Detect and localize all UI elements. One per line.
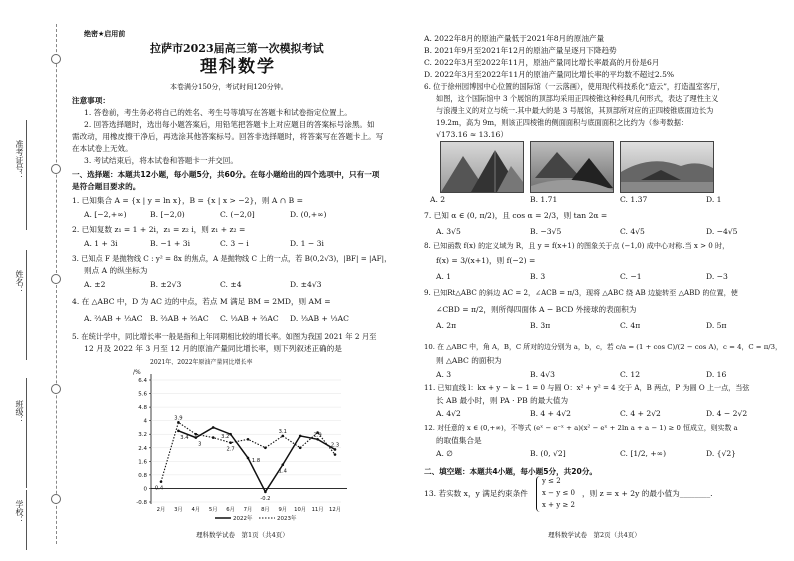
q10-stem-2: 则 △ABC 的面积为 — [436, 356, 502, 365]
q10-opt-a[interactable]: A. 3 — [436, 370, 452, 379]
q12-opt-d[interactable]: D. {√2} — [706, 449, 736, 458]
data-point — [177, 430, 180, 433]
chart-title: 2021年、2022年原油产量同比增长率 — [150, 359, 253, 366]
q7-stem: 7. 已知 α ∈ (0, π/2)，且 cos α = 2/3，则 tan 2α = — [424, 211, 608, 220]
q6-line-4: 19.2m，高为 9m，则该正四棱锥的侧面面积与底面面积之比约为（参考数据： — [436, 118, 689, 127]
q9-opt-a[interactable]: A. 2π — [436, 321, 457, 330]
data-label: 2.7 — [226, 446, 235, 453]
q5-opt-c[interactable]: C. 2022年3月至2022年11月，原油产量同比增长率最高的月份是6月 — [424, 58, 660, 67]
q6-line-2: 如图，这个国际馆中 3 个展馆的顶部均采用正四棱锥这种经典几何形式，表达了理性主义 — [436, 94, 719, 103]
q8-opt-b[interactable]: B. 3 — [530, 272, 546, 281]
data-point — [282, 435, 285, 438]
q5-opt-b[interactable]: B. 2021年9月至2021年12月的原油产量呈逐月下降趋势 — [424, 46, 617, 55]
q6-opt-d[interactable]: D. 1 — [706, 195, 722, 204]
data-point — [334, 453, 337, 456]
data-point — [299, 446, 302, 449]
x-tick-label: 3月 — [174, 507, 183, 513]
data-label: 3.4 — [180, 434, 189, 441]
exam-no-label: 准考证号： — [15, 140, 24, 180]
data-point — [177, 421, 180, 424]
q10-opt-b[interactable]: B. 4√3 — [530, 370, 555, 379]
q4-stem: 4. 在 △ABC 中，D 为 AC 边的中点，若点 M 满足 BM = 2MD，则 AM = — [72, 297, 331, 306]
q4-opt-d[interactable]: D. ⅓AB + ⅓AC — [290, 314, 349, 323]
notice-line-4: 在本试卷上无效。 — [72, 144, 133, 153]
q1-opt-a[interactable]: A. [−2,+∞) — [84, 210, 127, 219]
legend-label-1: 2022年 — [233, 516, 253, 522]
q11-opt-a[interactable]: A. 4√2 — [436, 409, 461, 418]
y-tick-label: 5.6 — [138, 391, 147, 398]
growth-rate-chart — [125, 366, 355, 524]
y-tick-label: 0.8 — [138, 472, 147, 479]
binding-holes — [46, 24, 66, 544]
q9-opt-b[interactable]: B. 3π — [530, 321, 551, 330]
q4-opt-a[interactable]: A. ⅔AB + ⅓AC — [84, 314, 143, 323]
data-label: -0.2 — [260, 495, 271, 502]
q8-stem-2: f(x) = 3/(x+1)，则 f(−2) = — [436, 256, 536, 265]
name-field[interactable] — [26, 250, 27, 360]
footer-left: 理科数学试卷 第1页（共4页） — [196, 531, 289, 539]
school-field[interactable] — [26, 490, 27, 550]
data-label: 2.3 — [330, 442, 340, 449]
q13-brace — [536, 476, 541, 512]
q12-opt-b[interactable]: B. (0, √2] — [530, 449, 566, 458]
class-field[interactable] — [26, 378, 27, 488]
q2-opt-c[interactable]: C. 3 − i — [220, 239, 249, 248]
data-point — [212, 426, 215, 429]
q1-opt-b[interactable]: B. [−2,0) — [150, 210, 185, 219]
data-label: 3.9 — [174, 415, 183, 422]
data-label: 2.9 — [313, 432, 322, 439]
q8-opt-c[interactable]: C. −1 — [620, 272, 642, 281]
q1-opt-d[interactable]: D. (0,+∞) — [290, 210, 327, 219]
section1-line-2: 是符合题目要求的。 — [72, 182, 141, 191]
q12-opt-c[interactable]: C. [1/2, +∞) — [620, 449, 667, 458]
q6-opt-b[interactable]: B. 1.71 — [530, 195, 558, 204]
q13-pre: 13. 若实数 x，y 满足约束条件 — [424, 489, 528, 498]
data-point — [195, 433, 198, 436]
q2-opt-b[interactable]: B. −1 + 3i — [150, 239, 191, 248]
y-tick-label: 0 — [143, 486, 147, 493]
q3-opt-d[interactable]: D. ±4√3 — [290, 280, 322, 289]
section2-heading: 二、填空题：本题共4小题，每小题5分，共20分。 — [424, 467, 598, 476]
x-tick-label: 11月 — [311, 507, 324, 513]
x-tick-label: 10月 — [294, 507, 307, 513]
q11-opt-d[interactable]: D. 4 − 2√2 — [706, 409, 748, 418]
q8-opt-d[interactable]: D. −3 — [706, 272, 728, 281]
data-point — [229, 433, 232, 436]
x-tick-label: 4月 — [191, 507, 201, 513]
q9-stem-2: ∠CBD = π/2，则所得四面体 A − BCD 外接球的表面积为 — [436, 305, 637, 314]
q13-post: ，则 z = x + 2y 的最小值为________. — [582, 489, 713, 498]
footer-right: 理科数学试卷 第2页（共4页） — [548, 531, 641, 539]
q6-line-3: 与浪漫主义的对立与统一.其中最大的是 3 号展馆，其顶部所对应的正四棱锥底面边长为 — [436, 106, 714, 115]
data-label: 3 — [198, 441, 202, 448]
q7-opt-d[interactable]: D. −4√5 — [706, 227, 738, 236]
notice-line-5: 3. 考试结束后，将本试卷和答题卡一并交回。 — [84, 156, 238, 165]
data-point — [229, 441, 232, 444]
pavilion-photo-1 — [440, 141, 524, 193]
y-tick-label: 3.2 — [138, 432, 147, 439]
data-label: 0.4 — [154, 485, 164, 492]
q5-stem: 5. 在统计学中，同比增长率一般是指和上年同期相比较的增长率。如图为我国 2021 年 2 月至 — [72, 332, 377, 341]
y-tick-label: 4.8 — [138, 405, 147, 412]
q2-opt-a[interactable]: A. 1 + 3i — [84, 239, 118, 248]
q5-opt-d[interactable]: D. 2022年3月至2022年11月的原油产量同比增长率的平均数不超过2.5% — [424, 70, 675, 79]
notice-line-3: 需改动，用橡皮擦干净后，再选涂其他答案标号。回答非选择题时，将答案写在答题卡上。写 — [72, 132, 384, 141]
q10-opt-d[interactable]: D. 16 — [706, 370, 727, 379]
notice-line-2: 2. 回答选择题时，选出每小题答案后，用铅笔把答题卡上对应题目的答案标号涂黑。如 — [84, 120, 375, 129]
legend-label-2: 2023年 — [277, 516, 297, 522]
data-point — [282, 463, 285, 466]
q4-opt-b[interactable]: B. ⅔AB + ⅔AC — [150, 314, 209, 323]
data-point — [212, 436, 215, 439]
x-tick-label: 5月 — [208, 507, 218, 513]
secret-label: 绝密★启用前 — [84, 30, 126, 38]
x-tick-label: 7月 — [243, 507, 253, 513]
q9-stem: 9. 已知Rt△ABC 的斜边 AC = 2，∠ACB = π/3，现将 △ABC 绕 AB 边旋转至 △ABD 的位置，使 — [424, 288, 738, 297]
q3-stem: 3. 已知点 F 是抛物线 C : y² = 8x 的焦点，A 是抛物线 C 上的一点，若 B(0,2√3)，|BF| = |AF|， — [72, 254, 392, 263]
x-tick-label: 12月 — [328, 507, 342, 513]
data-point — [160, 480, 163, 483]
q6-line-1: 6. 位于徐州园博园中心位置的国际馆（一云落画），使用现代科技系化“造云”，打造温室客厅， — [424, 82, 725, 91]
q8-stem: 8. 已知函数 f(x) 的定义域为 R，且 y = f(x+1) 的图象关于点 (−1,0) 成中心对称.当 x > 0 时， — [424, 241, 730, 250]
q13-cond-3: x + y ≥ 2 — [542, 501, 575, 509]
section1-line-1: 一、选择题：本题共12小题，每小题5分，共60分。在每小题给出的四个选项中，只有一项 — [72, 170, 380, 179]
q7-opt-c[interactable]: C. 4√5 — [620, 227, 645, 236]
q6-opt-c[interactable]: C. 1.37 — [620, 195, 648, 204]
q6-ref: √173.16 ≈ 13.16） — [436, 130, 508, 139]
data-point — [264, 491, 267, 494]
q3-opt-a[interactable]: A. ±2 — [84, 280, 106, 289]
data-label: 1.4 — [278, 468, 287, 475]
y-tick-label: 6.4 — [138, 378, 147, 384]
q5-opt-a[interactable]: A. 2022年8月的原油产量低于2021年8月的原油产量 — [424, 34, 605, 43]
q3-opt-c[interactable]: C. ±4 — [220, 280, 242, 289]
q13-cond-1: y ≤ 2 — [542, 477, 561, 485]
exam-no-field[interactable] — [26, 120, 27, 230]
pavilion-photo-3 — [620, 141, 714, 193]
q3-opt-b[interactable]: B. ±2√3 — [150, 280, 182, 289]
q8-opt-a[interactable]: A. 1 — [436, 272, 452, 281]
q4-opt-c[interactable]: C. ⅓AB + ⅔AC — [220, 314, 279, 323]
q11-stem: 11. 已知直线 l：kx + y − k − 1 = 0 与圆 O：x² + y² = 4 交于 A，B 两点，P 为圆 O 上一点，当弦 — [424, 383, 750, 392]
q11-opt-b[interactable]: B. 4 + 4√2 — [530, 409, 571, 418]
x-tick-label: 6月 — [226, 507, 235, 513]
class-label: 班级： — [15, 400, 24, 424]
x-tick-label: 8月 — [261, 507, 270, 513]
data-point — [299, 435, 302, 438]
score-note: 本卷满分150分，考试时间120分钟。 — [170, 83, 288, 91]
y-tick-label: -0.8 — [136, 500, 147, 506]
y-tick-label: 1.6 — [138, 459, 147, 466]
q10-stem: 10. 在 △ABC 中，角 A，B，C 所对的边分别为 a，b，c，若 c/a = (1 + cos C)/(2 − cos A)，c = 4，C = π/3， — [424, 343, 782, 351]
pavilion-photo-2 — [530, 141, 614, 193]
data-point — [247, 457, 250, 460]
y-axis-label: /% — [133, 369, 141, 376]
subject-title: 理科数学 — [200, 57, 276, 77]
data-point — [334, 448, 337, 451]
q3-stem-2: 则点 A 的纵坐标为 — [84, 266, 148, 275]
q12-stem: 12. 对任意的 x ∈ (0,+∞)，不等式 (eˣ − e⁻ˣ + a)(x² − eˣ + 2ln a + a − 1) ≥ 0 恒成立，则实数 a — [424, 424, 738, 432]
q2-opt-d[interactable]: D. 1 − 3i — [290, 239, 324, 248]
q9-opt-d[interactable]: D. 5π — [706, 321, 727, 330]
q9-opt-c[interactable]: C. 4π — [620, 321, 641, 330]
notice-line-1: 1. 答卷前，考生务必将自己的姓名、考生号等填写在答题卡和试卷指定位置上。 — [84, 108, 352, 117]
data-point — [195, 436, 198, 439]
q11-opt-c[interactable]: C. 4 + 2√2 — [620, 409, 661, 418]
q5-stem-2: 12 月及 2022 年 3 月至 12 月的原油产量同比增长率，则下列叙述正确的是 — [84, 344, 342, 353]
x-tick-label: 2月 — [156, 507, 166, 513]
data-label: 3.2 — [221, 434, 230, 441]
q1-opt-c[interactable]: C. (−2,0] — [220, 210, 255, 219]
name-label: 姓名： — [15, 270, 24, 294]
x-tick-label: 9月 — [278, 507, 288, 513]
q6-opt-a[interactable]: A. 2 — [430, 195, 446, 204]
q12-opt-a[interactable]: A. ∅ — [436, 449, 453, 458]
q1-stem: 1. 已知集合 A = {x | y = ln x}，B = {x | x > −2}，则 A ∩ B = — [72, 196, 303, 205]
data-label: 3.1 — [278, 428, 287, 435]
series-line-2021 — [161, 422, 335, 481]
data-label: 1.8 — [251, 457, 261, 464]
q13-cond-2: x − y ≤ 0 — [542, 489, 575, 497]
notice-heading: 注意事项： — [72, 96, 110, 105]
q10-opt-c[interactable]: C. 12 — [620, 370, 641, 379]
q11-stem-2: 长 AB 最小时，则 PA · PB 的最大值为 — [436, 396, 569, 405]
data-point — [264, 446, 267, 449]
school-label: 学校： — [15, 500, 24, 524]
q7-opt-a[interactable]: A. 3√5 — [436, 227, 461, 236]
data-point — [247, 438, 250, 441]
data-point — [316, 438, 319, 441]
y-tick-label: 2.4 — [138, 445, 147, 452]
y-tick-label: 4 — [143, 418, 147, 425]
q12-stem-2: 的取值集合是 — [436, 436, 482, 445]
school-title: 拉萨市2023届高三第一次模拟考试 — [150, 42, 324, 55]
q7-opt-b[interactable]: B. −3√5 — [530, 227, 562, 236]
q2-stem: 2. 已知复数 z₁ = 1 + 2i，z₁ = z₂ i，则 z₁ + z₂ = — [72, 225, 246, 234]
